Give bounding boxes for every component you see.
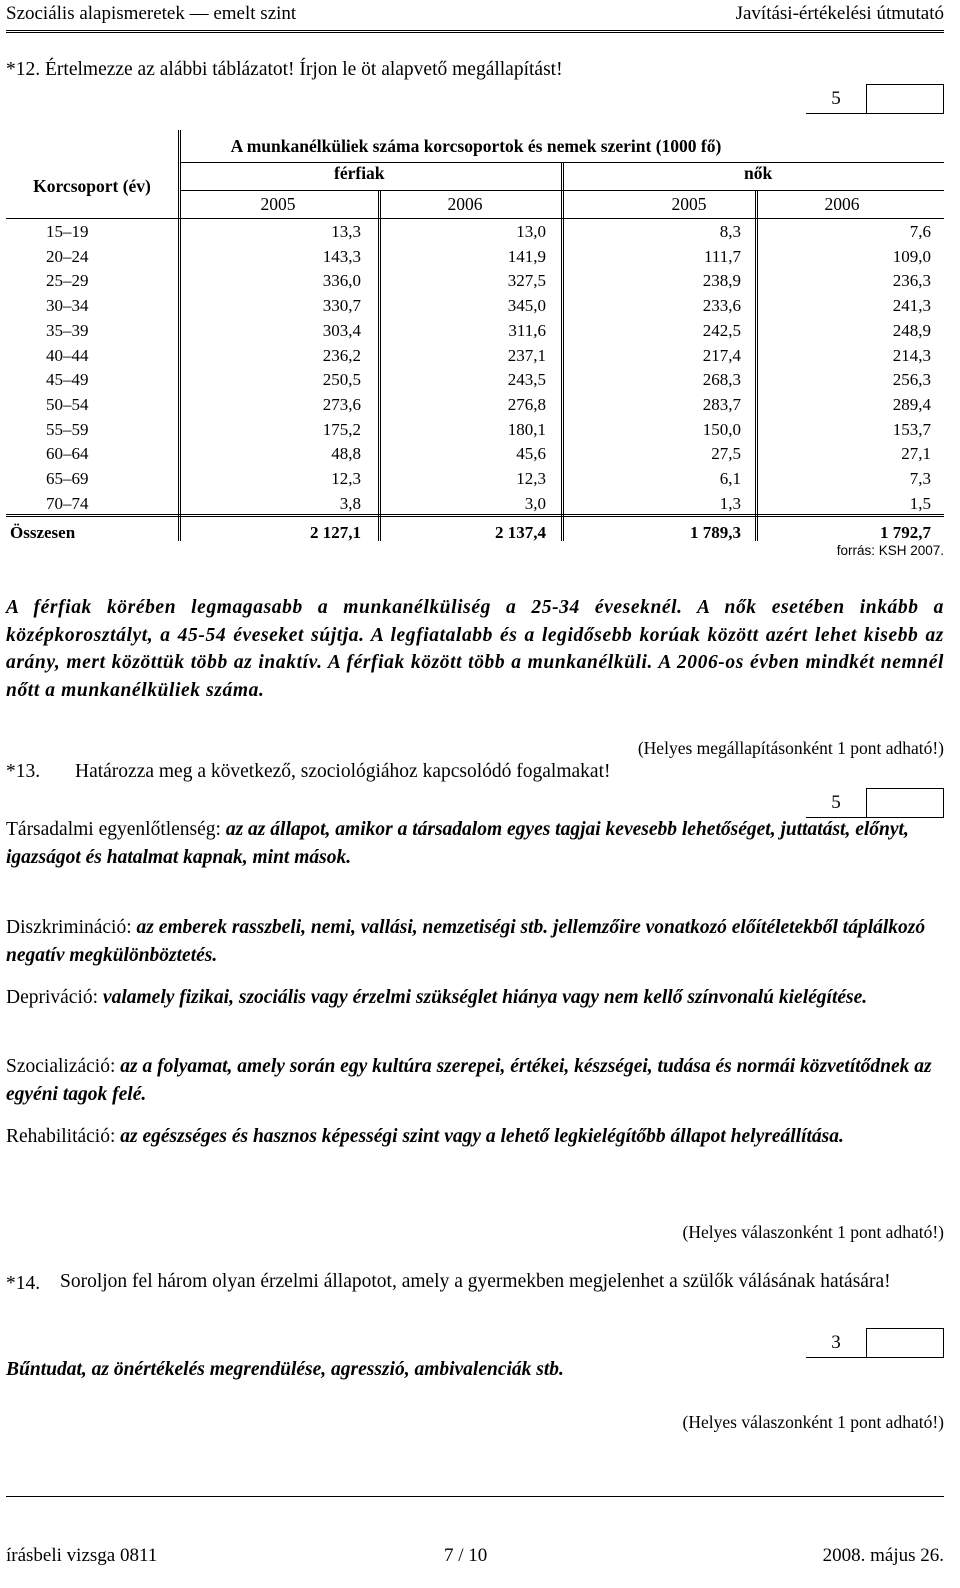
value-cell: 330,7	[322, 296, 361, 316]
row-header: Korcsoport (év)	[33, 176, 151, 196]
q14-question-text: Soroljon fel három olyan érzelmi állapotot, amely a gyermekben megjelenhet a szülők válásának hatására!	[60, 1271, 891, 1292]
table-row	[6, 319, 944, 344]
age-group-cell: 20–24	[46, 246, 89, 266]
value-cell: 12,3	[331, 469, 361, 488]
value-cell: 243,5	[507, 370, 546, 390]
page-number: 7 / 10	[444, 1545, 488, 1566]
age-group-cell: 25–29	[46, 271, 89, 291]
value-cell: 27,1	[901, 444, 931, 464]
value-cell: 7,3	[909, 469, 931, 488]
age-group-cell: 40–44	[46, 345, 89, 365]
age-group-cell: 35–39	[46, 320, 89, 340]
age-group-cell: 50–54	[46, 394, 89, 414]
table-title: A munkanélküliek száma korcsoportok és nemek szerint (1000 fő)	[230, 136, 722, 156]
value-cell: 27,5	[711, 444, 741, 464]
table-row	[6, 418, 944, 443]
term-definition: az emberek rasszbeli, nemi, vallási, nemzetiségi stb. jellemzőire vonatkozó előítéletekből táplálkozó negatív megkülönböztetés.	[6, 917, 926, 966]
table-row	[6, 467, 944, 492]
table-total-row	[6, 521, 944, 546]
value-cell: 8,3	[719, 222, 741, 241]
value-cell: 268,3	[702, 370, 741, 390]
footer-divider	[6, 1496, 944, 1497]
value-cell: 250,5	[322, 370, 361, 390]
q13-scoring-note: (Helyes válaszonként 1 pont adható!)	[682, 1222, 944, 1242]
group-men: férfiak	[334, 163, 385, 183]
header-left: Szociális alapismeretek — emelt szint	[6, 3, 297, 24]
value-cell: 1,3	[719, 493, 741, 513]
value-cell: 7,6	[909, 222, 931, 241]
value-cell: 143,3	[322, 246, 361, 266]
value-cell: 12,3	[516, 469, 546, 488]
value-cell: 1 792,7	[880, 523, 931, 543]
term-label: Diszkrimináció:	[6, 917, 132, 938]
q12-score: 5	[806, 84, 866, 114]
footer-date: 2008. május 26.	[822, 1545, 944, 1566]
table-rule	[6, 218, 944, 219]
table-row	[6, 245, 944, 270]
year-header: 2005	[671, 194, 707, 214]
table-row	[6, 344, 944, 369]
value-cell: 303,4	[322, 320, 361, 340]
q14-score-input[interactable]	[866, 1328, 944, 1358]
value-cell: 150,0	[702, 419, 741, 439]
value-cell: 214,3	[892, 345, 931, 365]
value-cell: 236,3	[892, 271, 931, 291]
value-cell: 237,1	[507, 345, 546, 365]
q13-score-box	[806, 788, 944, 818]
q14-score: 3	[806, 1328, 866, 1358]
year-header: 2006	[447, 194, 483, 214]
q13-definition	[6, 1053, 944, 1108]
value-cell: 238,9	[702, 271, 741, 291]
age-group-cell: 15–19	[46, 222, 89, 241]
table-row	[6, 393, 944, 418]
q12-answer: A férfiak körében legmagasabb a munkanélküliség a 25-34 éveseknél. A nők esetében inkább a középkorosztályt, a 45-54 éveseket sújtja. A legfiatalabb és a legidősebb korúak között azért lehet kisebb az arány, mert közöttük több az inaktív. A férfiak között több a munkanélküli. A 2006-os évben mindkét nemnél nőtt a munkanélküliek száma.	[6, 597, 944, 701]
table-row	[6, 220, 944, 245]
q12-scoring-note: (Helyes megállapításonként 1 pont adható!)	[637, 738, 944, 758]
q12-score-input[interactable]	[866, 84, 944, 114]
table-row	[6, 269, 944, 294]
year-header: 2005	[260, 194, 296, 214]
q14-score-box	[806, 1328, 944, 1358]
value-cell: 109,0	[892, 246, 931, 266]
value-cell: 141,9	[507, 246, 546, 266]
age-group-cell: 30–34	[46, 296, 89, 316]
value-cell: 45,6	[516, 444, 546, 464]
header-right: Javítási-értékelési útmutató	[735, 3, 944, 24]
value-cell: 6,1	[719, 469, 741, 488]
value-cell: 283,7	[702, 394, 741, 414]
q13-question: Határozza meg a következő, szociológiához kapcsolódó fogalmakat!	[75, 761, 611, 782]
value-cell: 3,0	[524, 493, 546, 513]
q13-score: 5	[806, 788, 866, 818]
value-cell: 2 137,4	[495, 523, 546, 543]
value-cell: 233,6	[702, 296, 741, 316]
value-cell: 311,6	[508, 320, 546, 340]
term-definition: az egészséges és hasznos képességi szint vagy a lehető legkielégítőbb állapot helyreállítása.	[120, 1126, 844, 1147]
age-group-cell: 65–69	[46, 469, 89, 488]
table-row	[6, 492, 944, 517]
q14-scoring-note: (Helyes válaszonként 1 pont adható!)	[682, 1412, 944, 1432]
value-cell: 48,8	[331, 444, 361, 464]
value-cell: 111,7	[704, 246, 741, 266]
q13-definition	[6, 914, 944, 969]
q14-number: *14.	[6, 1273, 41, 1294]
value-cell: 248,9	[892, 320, 931, 340]
value-cell: 1,5	[909, 493, 931, 513]
q12-score-box	[806, 84, 944, 114]
value-cell: 345,0	[507, 296, 546, 316]
q13-definition	[6, 1123, 944, 1151]
q13-score-input[interactable]	[866, 788, 944, 818]
value-cell: 242,5	[702, 320, 741, 340]
value-cell: 289,4	[892, 394, 931, 414]
year-header: 2006	[824, 194, 860, 214]
value-cell: 175,2	[322, 419, 361, 439]
term-definition: az az állapot, amikor a társadalom egyes tagjai kevesebb lehetőséget, juttatást, előnyt, igazságot és hatalmat kapnak, mint mások.	[6, 819, 909, 868]
q13-definition	[6, 984, 944, 1012]
value-cell: 217,4	[702, 345, 741, 365]
table-row	[6, 368, 944, 393]
q13-definition	[6, 816, 944, 871]
value-cell: 327,5	[507, 271, 546, 291]
value-cell: 336,0	[322, 271, 361, 291]
term-label: Társadalmi egyenlőtlenség:	[6, 819, 221, 840]
value-cell: 13,0	[516, 222, 546, 241]
value-cell: 236,2	[322, 345, 361, 365]
age-group-cell: 45–49	[46, 370, 89, 390]
term-label: Depriváció:	[6, 987, 99, 1008]
value-cell: 153,7	[892, 419, 931, 439]
total-label: Összesen	[10, 523, 76, 543]
q13-number: *13.	[6, 761, 41, 782]
table-source: forrás: KSH 2007.	[836, 543, 944, 558]
value-cell: 241,3	[892, 296, 931, 316]
value-cell: 3,8	[339, 493, 361, 513]
group-women: nők	[744, 163, 773, 183]
term-definition: az a folyamat, amely során egy kultúra szerepei, értékei, készségei, tudása és normái közvetítődnek az egyéni tagok felé.	[6, 1056, 932, 1105]
value-cell: 276,8	[507, 394, 546, 414]
age-group-cell: 70–74	[46, 493, 89, 513]
term-label: Szocializáció:	[6, 1056, 116, 1077]
value-cell: 2 127,1	[310, 523, 361, 543]
value-cell: 13,3	[331, 222, 361, 241]
value-cell: 180,1	[507, 419, 546, 439]
value-cell: 256,3	[892, 370, 931, 390]
q14-answer: Bűntudat, az önértékelés megrendülése, agresszió, ambivalenciák stb.	[6, 1359, 564, 1380]
age-group-cell: 60–64	[46, 444, 89, 464]
value-cell: 1 789,3	[690, 523, 741, 543]
value-cell: 273,6	[322, 394, 361, 414]
header-divider	[6, 30, 944, 33]
term-label: Rehabilitáció:	[6, 1126, 116, 1147]
footer-left: írásbeli vizsga 0811	[6, 1545, 158, 1566]
table-row	[6, 442, 944, 467]
term-definition: valamely fizikai, szociális vagy érzelmi szükséglet hiánya vagy nem kellő színvonalú kielégítése.	[102, 987, 868, 1008]
q12-question: *12. Értelmezze az alábbi táblázatot! Írjon le öt alapvető megállapítást!	[6, 59, 563, 80]
table-row	[6, 294, 944, 319]
age-group-cell: 55–59	[46, 419, 89, 439]
